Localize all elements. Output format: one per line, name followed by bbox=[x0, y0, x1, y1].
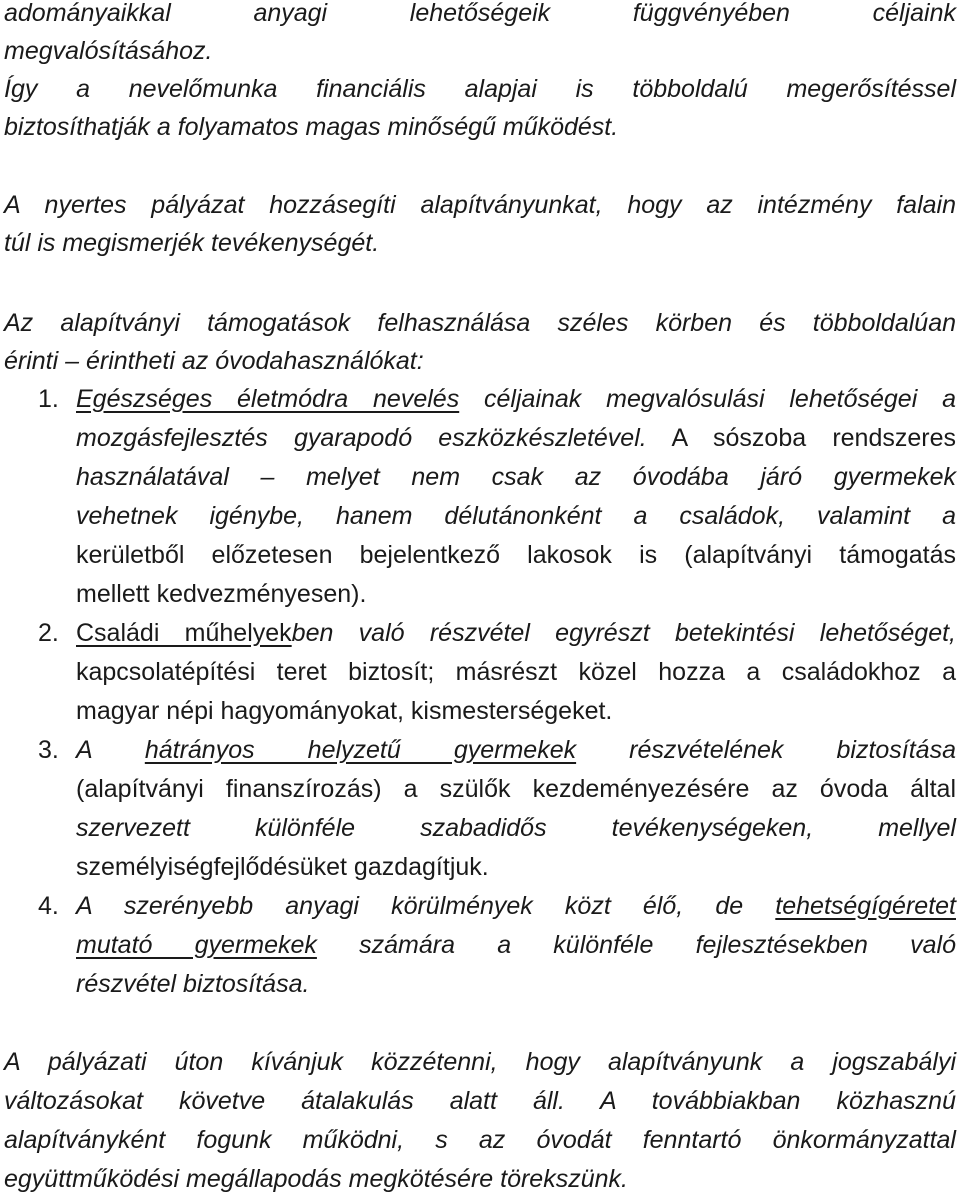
list-number-2: 2. bbox=[38, 619, 59, 647]
list-number-3: 3. bbox=[38, 736, 59, 764]
closing-line-1: A pályázati úton kívánjuk közzétenni, hogy alapítványunk a jogszabályi bbox=[4, 1048, 956, 1076]
item3-line-1-rest: részvételének biztosítása bbox=[576, 736, 956, 764]
closing-line-4: együttműködési megállapodás megkötésére törekszünk. bbox=[4, 1165, 628, 1193]
item2-line-1-rest: ben való részvétel egyrészt betekintési lehetőséget, bbox=[291, 619, 956, 647]
item3-line-2: (alapítványi finanszírozás) a szülők kezdeményezésére az óvoda által bbox=[76, 775, 956, 803]
item3-underlined: hátrányos helyzetű gyermekek bbox=[144, 736, 577, 764]
item2-line-3: magyar népi hagyományokat, kismesterségeket. bbox=[76, 697, 613, 725]
item4-line-1 bbox=[76, 887, 956, 925]
closing-line-3: alapítványként fogunk működni, s az óvodát fenntartó önkormányzattal bbox=[4, 1126, 956, 1154]
item1-line-6: mellett kedvezményesen). bbox=[76, 580, 367, 608]
list-number-4: 4. bbox=[38, 892, 59, 920]
item1-line-2 bbox=[76, 419, 956, 457]
item4-underlined: tehetségígéretet bbox=[775, 892, 956, 920]
item4-line-3: részvétel biztosítása. bbox=[76, 970, 310, 998]
intro-line-4: biztosíthatják a folyamatos magas minőségű működést. bbox=[4, 113, 619, 141]
item4-line-2-rest: számára a különféle fejlesztésekben való bbox=[316, 931, 956, 959]
intro-line-3: Így a nevelőmunka financiális alapjai is többoldalú megerősítéssel bbox=[4, 75, 956, 103]
item2-underlined: Családi műhelyek bbox=[76, 619, 292, 647]
para2-line-2: túl is megismerjék tevékenységét. bbox=[4, 229, 380, 257]
item2-line-2: kapcsolatépítési teret biztosít; másrészt közel hozza a családokhoz a bbox=[76, 658, 956, 686]
intro-line-1: adományaikkal anyagi lehetőségeik függvényében céljaink bbox=[4, 0, 956, 27]
closing-line-2: változásokat követve átalakulás alatt áll. A továbbiakban közhasznú bbox=[4, 1087, 956, 1115]
item3-line-1 bbox=[76, 731, 956, 769]
item1-line-1-rest: céljainak megvalósulási lehetőségei a bbox=[459, 385, 956, 413]
item3-line-3: szervezett különféle szabadidős tevékenységeken, mellyel bbox=[76, 814, 956, 842]
item3-line-4: személyiségfejlődésüket gazdagítjuk. bbox=[76, 853, 489, 881]
item4-line-2-underlined: mutató gyermekek bbox=[76, 931, 317, 959]
item1-line-4: vehetnek igénybe, hanem délutánonként a családok, valamint a bbox=[76, 502, 956, 530]
item1-line-1 bbox=[76, 380, 956, 418]
item1-line-3: használatával – melyet nem csak az óvodába járó gyermekek bbox=[76, 463, 956, 491]
list-number-1: 1. bbox=[38, 385, 59, 413]
item1-line-2-italic: mozgásfejlesztés gyarapodó eszközkészletével. bbox=[76, 424, 647, 452]
item3-line-1-a: A bbox=[76, 736, 145, 764]
item1-underlined: Egészséges életmódra nevelés bbox=[76, 385, 460, 413]
item2-line-1 bbox=[76, 614, 956, 652]
para2-line-1: A nyertes pályázat hozzásegíti alapítványunkat, hogy az intézmény falain bbox=[4, 191, 956, 219]
item1-line-2-rest: A sószoba rendszeres bbox=[646, 424, 956, 452]
item1-line-5: kerületből előzetesen bejelentkező lakosok is (alapítványi támogatás bbox=[76, 541, 956, 569]
intro-line-2: megvalósításához. bbox=[4, 37, 213, 65]
item4-line-2 bbox=[76, 926, 956, 964]
item4-line-1-a: A szerényebb anyagi körülmények közt élő, de bbox=[76, 892, 776, 920]
para3-line-2: érinti – érintheti az óvodahasználókat: bbox=[4, 347, 424, 375]
para3-line-1: Az alapítványi támogatások felhasználása széles körben és többoldalúan bbox=[4, 309, 956, 337]
